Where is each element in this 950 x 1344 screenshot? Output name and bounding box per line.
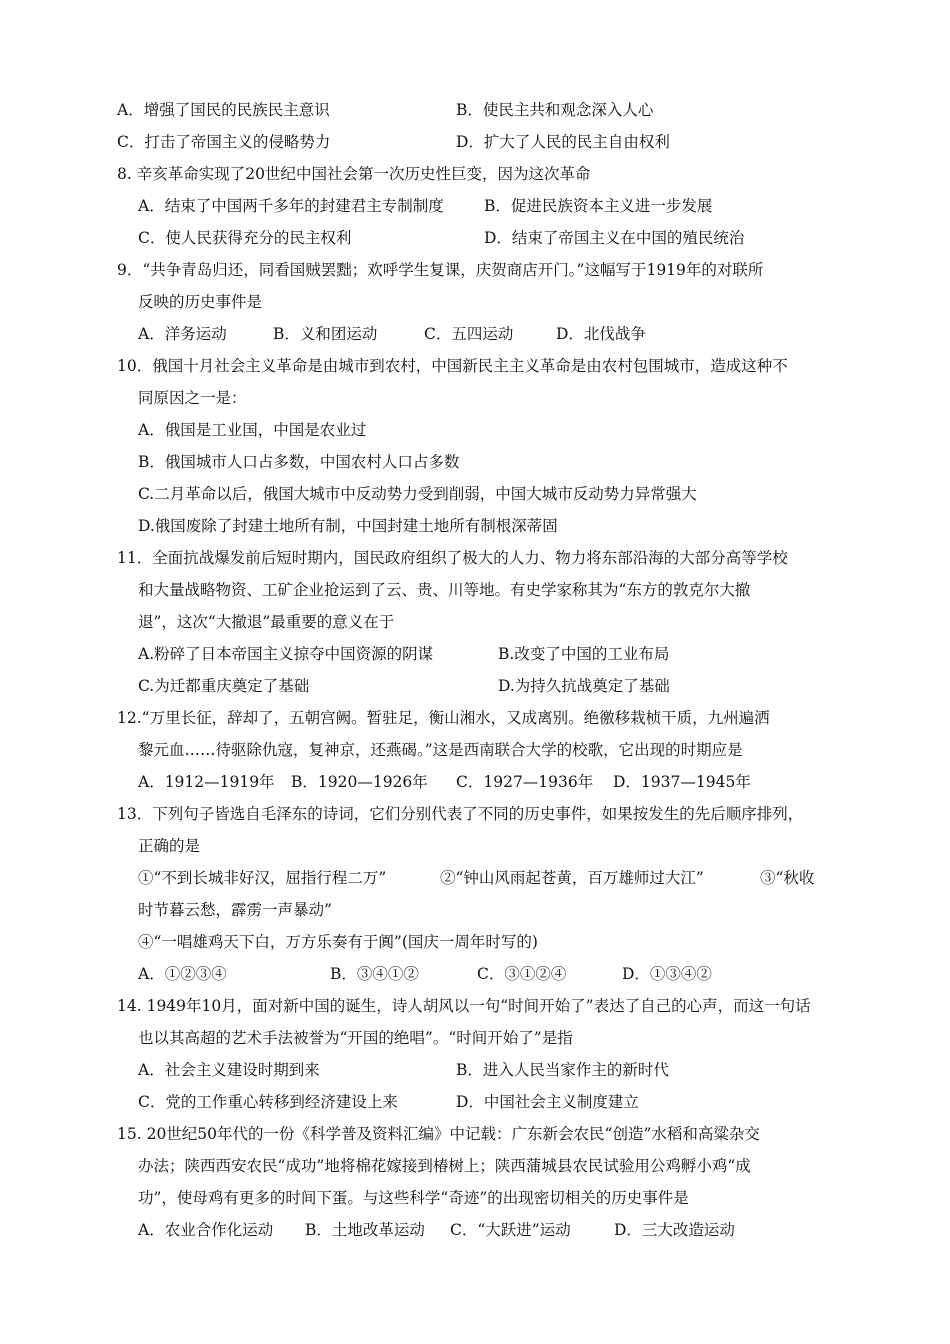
q7-option-d: D．扩大了人民的民主自由权利 [456, 133, 670, 151]
q15-option-b: B．土地改革运动 [305, 1221, 425, 1239]
q13-option-d: D．①③④② [622, 965, 712, 983]
q14-option-d: D．中国社会主义制度建立 [456, 1093, 639, 1111]
q13-option-a: A．①②③④ [138, 965, 227, 983]
q10-option-d: D.俄国废除了封建土地所有制，中国封建土地所有制根深蒂固 [138, 517, 558, 535]
q11-stem-line1: 11．全面抗战爆发前后短时期内，国民政府组织了极大的人力、物力将东部沿海的大部分高等学校 [117, 549, 788, 567]
q14-option-c: C．党的工作重心转移到经济建设上来 [138, 1093, 398, 1111]
q13-statement-2: ②“钟山风雨起苍黄，百万雄师过大江” [440, 869, 704, 887]
q9-stem-line1: 9．“共争青岛归还，同看国贼罢黜；欢呼学生复课，庆贺商店开门。”这幅写于1919年的对联所 [117, 261, 764, 279]
q14-stem-line2: 也以其高超的艺术手法被誉为“开国的绝唱”。“时间开始了”是指 [138, 1029, 573, 1047]
q11-option-a: A.粉碎了日本帝国主义掠夺中国资源的阴谋 [138, 645, 434, 663]
q8-option-c: C．使人民获得充分的民主权利 [138, 229, 352, 247]
q13-statement-3-part1: ③“秋收 [760, 869, 815, 887]
q14-stem-line1: 14. 1949年10月，面对新中国的诞生，诗人胡风以一句“时间开始了”表达了自己的心声，而这一句话 [117, 997, 811, 1015]
q10-option-b: B．俄国城市人口占多数，中国农村人口占多数 [138, 453, 460, 471]
q13-stem-line2: 正确的是 [138, 837, 201, 855]
q8-option-a: A．结束了中国两千多年的封建君主专制制度 [138, 197, 444, 215]
q13-option-c: C．③①②④ [477, 965, 567, 983]
q8-option-d: D．结束了帝国主义在中国的殖民统治 [484, 229, 745, 247]
q9-option-a: A．洋务运动 [138, 325, 227, 343]
q12-option-a: A．1912—1919年 [138, 773, 275, 791]
q8-stem: 8. 辛亥革命实现了20世纪中国社会第一次历史性巨变，因为这次革命 [117, 165, 591, 183]
q13-option-b: B．③④①② [330, 965, 419, 983]
q14-option-a: A．社会主义建设时期到来 [138, 1061, 320, 1079]
q11-option-d: D.为持久抗战奠定了基础 [498, 677, 670, 695]
q13-statement-3-part2: 时节暮云愁，霹雳一声暴动” [138, 901, 332, 919]
q9-option-d: D．北伐战争 [556, 325, 646, 343]
q7-option-a: A．增强了国民的民族民主意识 [117, 101, 330, 119]
q8-option-b: B．促进民族资本主义进一步发展 [484, 197, 713, 215]
q9-option-b: B．义和团运动 [273, 325, 378, 343]
q15-stem-line2: 办法；陕西西安农民“成功”地将棉花嫁接到椿树上；陕西蒲城县农民试验用公鸡孵小鸡“成 [138, 1157, 751, 1175]
q15-stem-line3: 功”，使母鸡有更多的时间下蛋。与这些科学“奇迹”的出现密切相关的历史事件是 [138, 1189, 689, 1207]
q11-option-c: C.为迁都重庆奠定了基础 [138, 677, 310, 695]
q9-stem-line2: 反映的历史事件是 [138, 293, 263, 311]
q13-stem-line1: 13．下列句子皆选自毛泽东的诗词，它们分别代表了不同的历史事件，如果按发生的先后顺序排列， [117, 805, 804, 823]
q15-option-a: A．农业合作化运动 [138, 1221, 274, 1239]
q15-stem-line1: 15. 20世纪50年代的一份《科学普及资料汇编》中记载：广东新会农民“创造”水稻和高粱杂交 [117, 1125, 760, 1143]
q12-option-b: B．1920—1926年 [291, 773, 428, 791]
q12-option-c: C．1927—1936年 [456, 773, 594, 791]
q15-option-c: C．“大跃进”运动 [450, 1221, 571, 1239]
q10-option-a: A．俄国是工业国，中国是农业过 [138, 421, 367, 439]
q13-statement-1: ①“不到长城非好汉，屈指行程二万” [138, 869, 387, 887]
q10-stem-line2: 同原因之一是： [138, 389, 247, 407]
q14-option-b: B．进入人民当家作主的新时代 [456, 1061, 669, 1079]
q11-stem-line2: 和大量战略物资、工矿企业抢运到了云、贵、川等地。有史学家称其为“东方的敦克尔大撤 [138, 581, 751, 599]
q13-statement-4: ④“一唱雄鸡天下白，万方乐奏有于阗”(国庆一周年时写的) [138, 933, 538, 951]
q7-option-c: C．打击了帝国主义的侵略势力 [117, 133, 331, 151]
q12-stem-line2: 黎元血……待驱除仇寇，复神京，还燕碣。”这是西南联合大学的校歌，它出现的时期应是 [138, 741, 743, 759]
q10-stem-line1: 10．俄国十月社会主义革命是由城市到农村，中国新民主主义革命是由农村包围城市，造成这种不 [117, 357, 788, 375]
q7-option-b: B．使民主共和观念深入人心 [456, 101, 654, 119]
q15-option-d: D．三大改造运动 [614, 1221, 735, 1239]
q10-option-c: C.二月革命以后，俄国大城市中反动势力受到削弱，中国大城市反动势力异常强大 [138, 485, 697, 503]
q12-option-d: D．1937—1945年 [613, 773, 751, 791]
q9-option-c: C．五四运动 [424, 325, 514, 343]
q11-option-b: B.改变了中国的工业布局 [498, 645, 670, 663]
q11-stem-line3: 退”，这次“大撤退”最重要的意义在于 [138, 613, 395, 631]
q12-stem-line1: 12.“万里长征，辞却了，五朝宫阙。暂驻足，衡山湘水，又成离别。绝徼移栽桢干质，九州遍洒 [117, 709, 770, 727]
